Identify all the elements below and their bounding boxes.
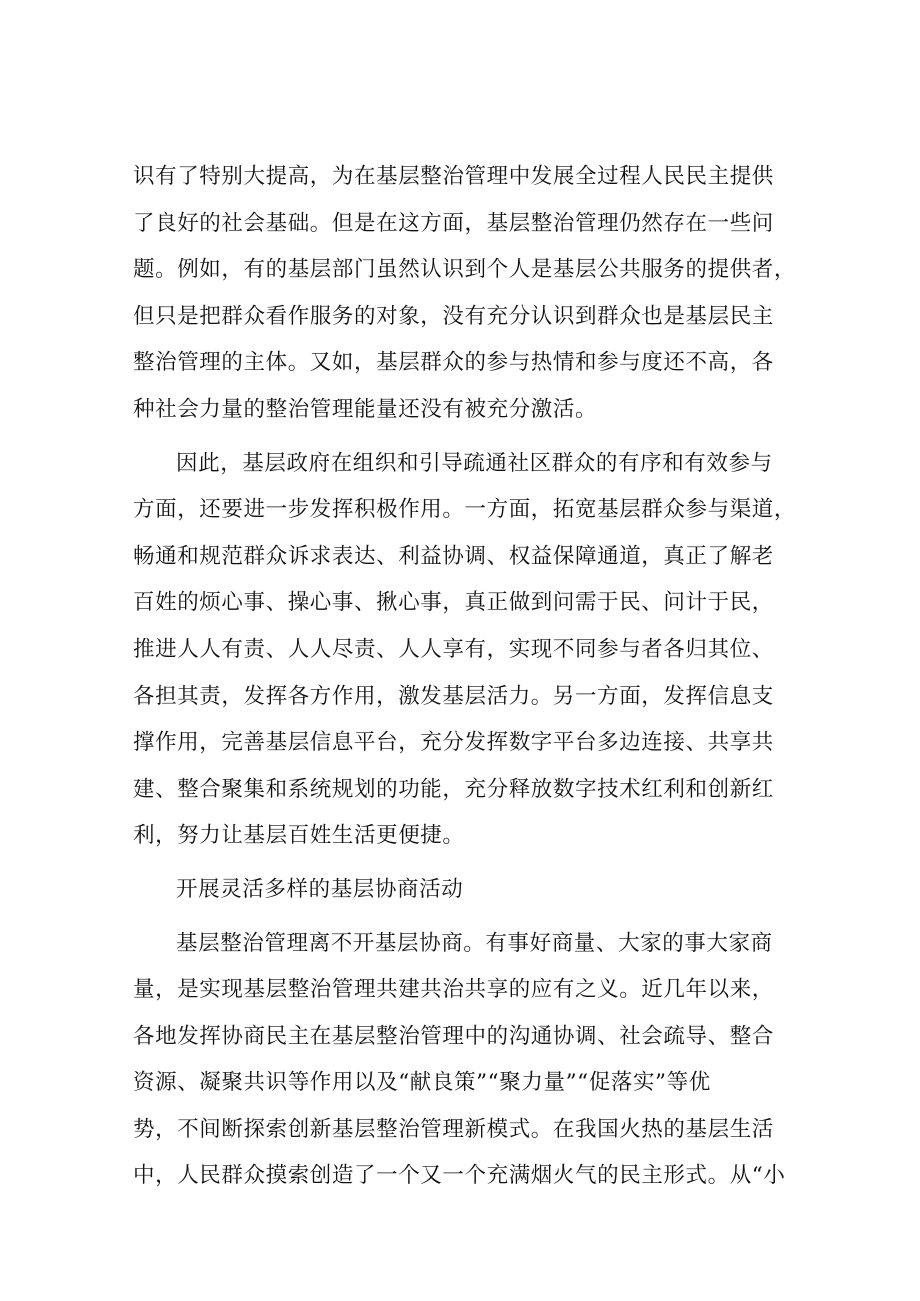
body-line: 资源、凝聚共识等作用以及“献良策”“聚力量”“促落实”等优 [133, 1070, 711, 1096]
body-line: 推进人人有责、人人尽责、人人享有，实现不同参与者各归其位、 [133, 636, 774, 662]
body-line: 建、整合聚集和系统规划的功能，充分释放数字技术红利和创新红 [133, 776, 774, 802]
article-body [133, 154, 797, 1200]
body-line: 了良好的社会基础。但是在这方面，基层整治管理仍然存在一些问 [133, 210, 774, 236]
body-line: 百姓的烦心事、操心事、揪心事，真正做到问需于民、问计于民， [133, 590, 774, 616]
paragraph-gap [133, 434, 797, 441]
body-line: 势，不间断探索创新基层整治管理新模式。在我国火热的基层生活 [133, 1116, 774, 1142]
section-heading: 开展灵活多样的基层协商活动 [176, 876, 464, 902]
body-line: 撑作用，完善基层信息平台，充分发挥数字平台多边连接、共享共 [133, 730, 774, 756]
paragraph-first-line: 基层整治管理离不开基层协商。有事好商量、大家的事大家商 [176, 930, 773, 956]
paragraph-gap [133, 860, 797, 867]
paragraph-gap [133, 914, 797, 921]
body-line: 各担其责，发挥各方作用，激发基层活力。另一方面，发挥信息支 [133, 683, 774, 709]
body-line: 但只是把群众看作服务的对象，没有充分认识到群众也是基层民主 [133, 303, 774, 329]
body-line: 量，是实现基层整治管理共建共治共享的应有之义。近几年以来， [133, 977, 774, 1003]
body-line: 种社会力量的整治管理能量还没有被充分激活。 [133, 396, 598, 422]
body-line: 方面，还要进一步发挥积极作用。一方面，拓宽基层群众参与渠道， [133, 497, 797, 523]
body-line: 利，努力让基层百姓生活更便捷。 [133, 823, 465, 849]
body-line: 识有了特别大提高，为在基层整治管理中发展全过程人民民主提供 [133, 164, 774, 189]
body-line: 畅通和规范群众诉求表达、利益协调、权益保障通道，真正了解老 [133, 543, 774, 569]
body-line: 题。例如，有的基层部门虽然认识到个人是基层公共服务的提供者， [133, 257, 797, 283]
paragraph-first-line: 因此，基层政府在组织和引导疏通社区群众的有序和有效参与 [176, 450, 773, 476]
body-line: 整治管理的主体。又如，基层群众的参与热情和参与度还不高，各 [133, 350, 774, 376]
body-line: 各地发挥协商民主在基层整治管理中的沟通协调、社会疏导、整合 [133, 1023, 774, 1049]
body-line: 中，人民群众摸索创造了一个又一个充满烟火气的民主形式。从“小 [133, 1163, 786, 1189]
